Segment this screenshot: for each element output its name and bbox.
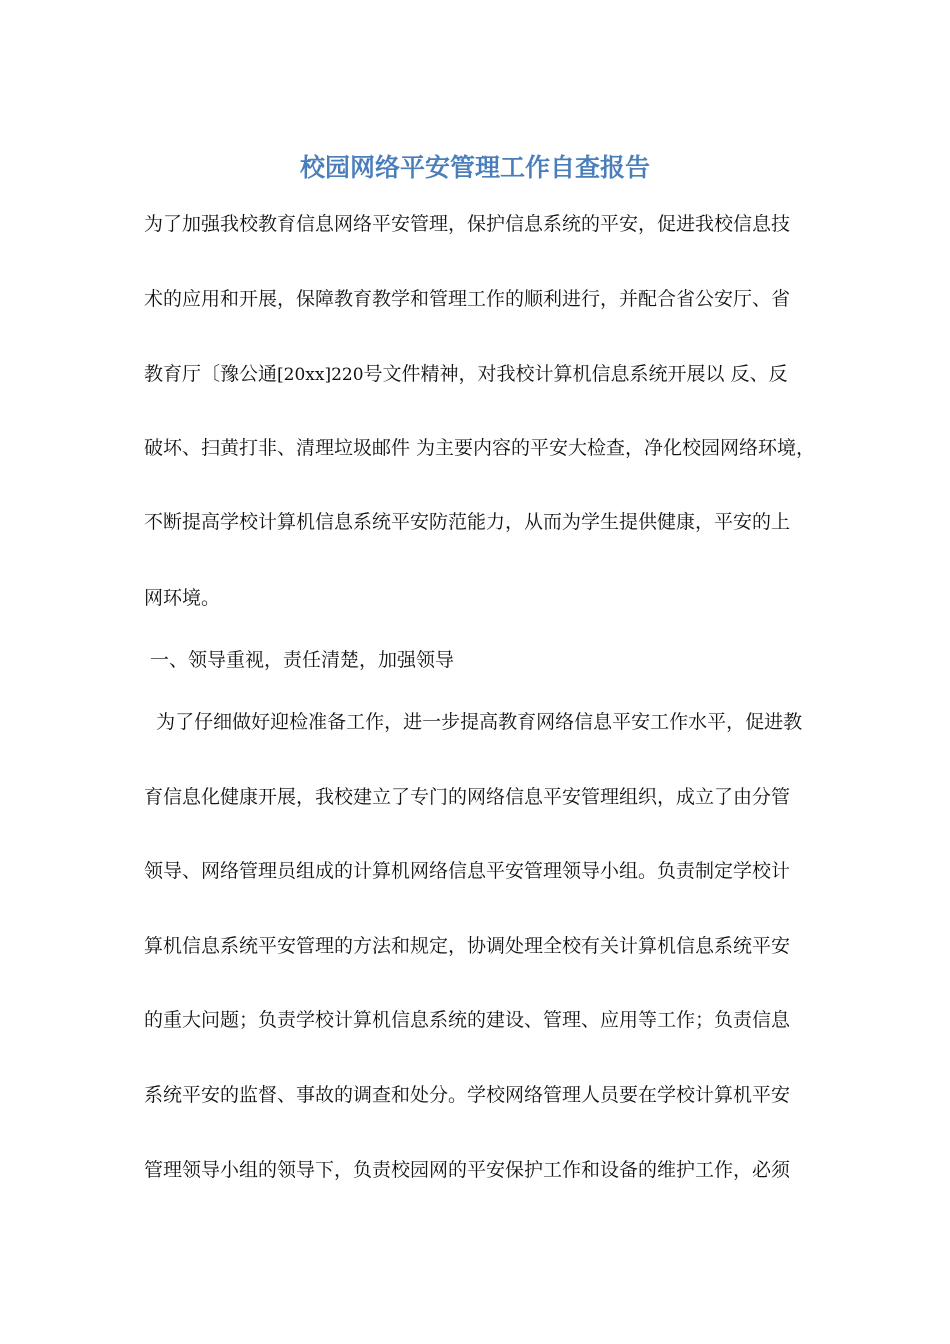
paragraph-line: 育信息化健康开展，我校建立了专门的网络信息平安管理组织，成立了由分管 [144, 786, 791, 808]
line-text: 号文件精神，对我校计算机信息系统开展以 反、反 [363, 363, 788, 385]
paragraph-line: 不断提高学校计算机信息系统平安防范能力，从而为学生提供健康，平安的上 [144, 511, 791, 533]
section-heading: 一、领导重视，责任清楚，加强领导 [144, 649, 455, 671]
paragraph-line: 术的应用和开展，保障教育教学和管理工作的顺利进行，并配合省公安厅、省 [144, 288, 791, 310]
paragraph-line: 领导、网络管理员组成的计算机网络信息平安管理领导小组。负责制定学校计 [144, 860, 791, 882]
paragraph-line: 为了仔细做好迎检准备工作，进一步提高教育网络信息平安工作水平，促进教 [144, 711, 803, 733]
line-text: 教育厅〔豫公通 [144, 363, 278, 385]
paragraph-line: 算机信息系统平安管理的方法和规定，协调处理全校有关计算机信息系统平安 [144, 935, 791, 957]
document-number: [20xx]220 [277, 365, 364, 385]
document-title: 校园网络平安管理工作自查报告 [299, 153, 650, 182]
paragraph-line: 管理领导小组的领导下，负责校园网的平安保护工作和设备的维护工作，必须 [144, 1159, 791, 1181]
paragraph-line: 的重大问题；负责学校计算机信息系统的建设、管理、应用等工作；负责信息 [144, 1009, 791, 1031]
paragraph-line: 系统平安的监督、事故的调查和处分。学校网络管理人员要在学校计算机平安 [144, 1084, 791, 1106]
paragraph-line [144, 359, 824, 390]
paragraph-line: 为了加强我校教育信息网络平安管理，保护信息系统的平安，促进我校信息技 [144, 213, 791, 235]
paragraph-line: 网环境。 [144, 587, 221, 609]
paragraph-line: 破坏、扫黄打非、清理垃圾邮件 为主要内容的平安大检查，净化校园网络环境， [144, 437, 816, 459]
